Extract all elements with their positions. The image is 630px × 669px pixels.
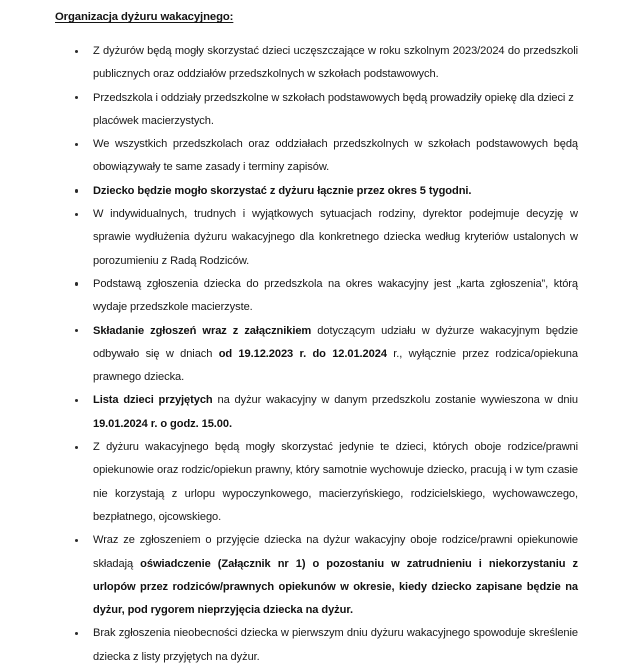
list-item xyxy=(0,389,630,436)
page-title: Organizacja dyżuru wakacyjnego: xyxy=(55,11,234,23)
list-item xyxy=(0,320,630,390)
body-text: Przedszkola i oddziały przedszkolne w szkołach podstawowych będą prowadziły opiekę dla dzieci z placówek macierzystych. xyxy=(93,91,574,127)
list-item xyxy=(0,133,630,180)
list-item xyxy=(0,180,630,203)
body-text: Wraz ze zgłoszeniem o przyjęcie dziecka na dyżur wakacyjny oboje rodzice/prawni opiekunowie składają xyxy=(93,534,578,570)
body-text: W indywidualnych, trudnych i wyjątkowych sytuacjach rodziny, dyrektor podejmuje decyzję w sprawie wydłużenia dyżuru wakacyjnego dla konkretnego dziecka według kryteriów ustalonych w porozumieniu z Radą Rodziców. xyxy=(93,208,578,267)
body-text: Z dyżurów będą mogły skorzystać dzieci uczęszczające w roku szkolnym 2023/2024 do przedszkoli publicznych oraz oddziałów przedszkolnych w szkołach podstawowych. xyxy=(93,45,578,81)
emphasis-text: Dziecko będzie mogło skorzystać z dyżuru łącznie przez okres 5 tygodni. xyxy=(93,184,472,197)
list-item xyxy=(0,273,630,320)
list-item xyxy=(0,622,630,669)
body-text: We wszystkich przedszkolach oraz oddziałach przedszkolnych w szkołach podstawowych będą obowiązywały te same zasady i terminy zapisów. xyxy=(93,138,578,174)
body-text: na dyżur wakacyjny w danym przedszkolu zostanie wywieszona w dniu xyxy=(212,394,578,407)
emphasis-text: Składanie zgłoszeń wraz z załącznikiem xyxy=(93,324,312,337)
body-text: Brak zgłoszenia nieobecności dziecka w pierwszym dniu dyżuru wakacyjnego spowoduje skreślenie dziecka z listy przyjętych na dyżur. xyxy=(93,627,578,663)
emphasis-text: oświadczenie (Załącznik nr 1) o pozostaniu w zatrudnieniu i niekorzystaniu z urlopów przez rodziców/prawnych opiekunów w okresie, kiedy dziecko zapisane będzie na dyżur, pod rygorem nieprzyjęcia dziecka na dyżur. xyxy=(93,557,578,617)
body-text: Z dyżuru wakacyjnego będą mogły skorzystać jedynie te dzieci, których oboje rodzice/prawni opiekunowie oraz rodzic/opiekun prawny, który samotnie wychowuje dziecko, pracują i w tym czasie nie korzystają z urlopu wypoczynkowego, macierzyńskiego, rodzicielskiego, wychowawczego, bezpłatnego, ojcowskiego. xyxy=(93,441,578,523)
list-item xyxy=(0,203,630,273)
body-text: Podstawą zgłoszenia dziecka do przedszkola na okres wakacyjny jest „karta zgłoszenia”, którą wydaje przedszkole macierzyste. xyxy=(93,277,578,314)
body-text: dotyczącym udziału w dyżurze wakacyjnym będzie odbywało się w dniach xyxy=(93,324,578,360)
list-item xyxy=(0,87,630,134)
emphasis-text: Lista dzieci przyjętych xyxy=(93,394,213,407)
list-item xyxy=(0,40,630,87)
list-item xyxy=(0,529,630,622)
emphasis-text: od 19.12.2023 r. do 12.01.2024 xyxy=(218,347,387,360)
emphasis-text: 19.01.2024 r. o godz. 15.00. xyxy=(93,417,232,430)
body-text: r., wyłącznie przez rodzica/opiekuna prawnego dziecka. xyxy=(93,347,578,384)
rules-list xyxy=(0,40,630,669)
list-item xyxy=(0,436,630,529)
